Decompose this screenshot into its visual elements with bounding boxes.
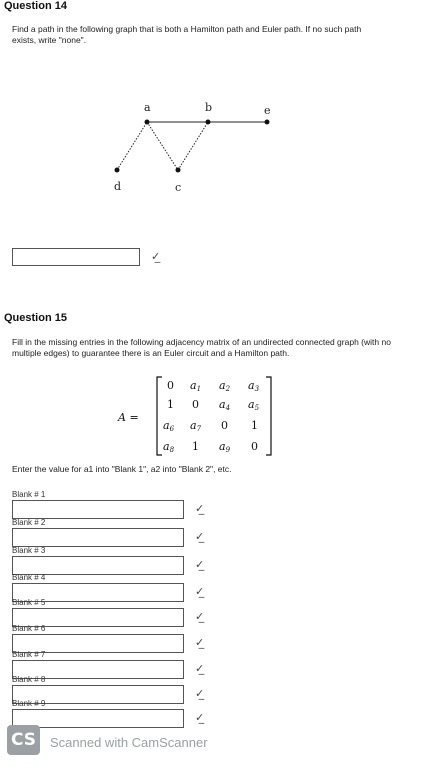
matrix-cell: 1 — [192, 440, 199, 453]
blank-2-input[interactable] — [12, 528, 184, 547]
vertex-c — [176, 168, 181, 173]
graph-labels — [114, 101, 271, 194]
matrix-cell: 0 — [221, 419, 228, 432]
matrix-cell: a4 — [219, 398, 231, 412]
edge-c-b — [178, 122, 208, 170]
vertex-a — [145, 120, 150, 125]
vertex-d — [115, 168, 120, 173]
question-14-title: Question 14 — [4, 0, 67, 12]
question-15-instruction: Enter the value for a1 into "Blank 1", a2 into "Blank 2", etc. — [12, 464, 232, 474]
matrix-cell: a1 — [190, 379, 202, 393]
camscanner-logo-icon: CS — [7, 725, 40, 755]
blank-label-9: Blank # 9 — [12, 699, 46, 708]
spellcheck-icon[interactable]: ✓̲ — [195, 711, 205, 724]
matrix-left-bracket — [157, 377, 162, 455]
blank-label-7: Blank # 7 — [12, 650, 46, 659]
blank-label-1: Blank # 1 — [12, 490, 46, 499]
vertex-label-d: d — [114, 180, 122, 193]
blank-label-5: Blank # 5 — [12, 598, 46, 607]
matrix-cell: 1 — [251, 419, 258, 432]
vertex-e — [265, 120, 270, 125]
edge-d-a — [117, 122, 147, 170]
graph-vertices — [115, 120, 270, 173]
graph-diagram — [0, 95, 432, 195]
spellcheck-icon[interactable]: ✓̲ — [195, 687, 205, 700]
matrix-cell: a2 — [219, 379, 231, 393]
blank-label-6: Blank # 6 — [12, 624, 46, 633]
spellcheck-icon[interactable]: ✓̲ — [195, 662, 205, 675]
matrix-cell: 0 — [192, 398, 199, 411]
spellcheck-icon[interactable]: ✓̲ — [195, 558, 205, 571]
spellcheck-icon[interactable]: ✓̲ — [195, 636, 205, 649]
spellcheck-icon[interactable]: ✓̲ — [195, 502, 205, 515]
matrix-cell: a8 — [163, 440, 175, 454]
blank-label-3: Blank # 3 — [12, 546, 46, 555]
matrix-cell: a7 — [190, 419, 202, 433]
matrix-label: A = — [118, 411, 139, 424]
spellcheck-icon[interactable]: ✓̲ — [195, 610, 205, 623]
spellcheck-icon[interactable]: ✓̲ — [195, 585, 205, 598]
question-15-text: Fill in the missing entries in the following adjacency matrix of an undirected connected graph (with no multiple edges) to guarantee there is an Euler circuit and a Hamilton path. — [12, 337, 391, 358]
edge-a-c — [147, 122, 178, 170]
question-14-text: Find a path in the following graph that is both a Hamilton path and Euler path. If no such path exists, write "none". — [12, 24, 362, 45]
matrix-right-bracket — [266, 377, 271, 455]
matrix-cell: a3 — [248, 379, 260, 393]
graph-edges — [117, 122, 267, 170]
adjacency-matrix — [110, 374, 280, 458]
matrix-cell: a9 — [219, 440, 231, 454]
vertex-label-b: b — [205, 101, 213, 114]
question-15-title: Question 15 — [4, 312, 67, 324]
spellcheck-icon[interactable]: ✓̲ — [195, 530, 205, 543]
blank-label-4: Blank # 4 — [12, 573, 46, 582]
matrix-cell: 0 — [251, 440, 258, 453]
matrix-cell: a6 — [163, 419, 175, 433]
vertex-label-e: e — [264, 104, 271, 117]
spellcheck-icon[interactable]: ✓̲ — [151, 250, 161, 263]
matrix-cell: a5 — [248, 398, 260, 412]
camscanner-watermark-text: Scanned with CamScanner — [50, 735, 208, 750]
question-14-answer-input[interactable] — [12, 248, 140, 266]
matrix-cell: 0 — [167, 379, 174, 392]
blank-label-2: Blank # 2 — [12, 518, 46, 527]
vertex-label-c: c — [175, 181, 182, 194]
vertex-b — [206, 120, 211, 125]
vertex-label-a: a — [144, 101, 151, 114]
matrix-cell: 1 — [167, 398, 174, 411]
blank-1-input[interactable] — [12, 500, 184, 519]
blank-label-8: Blank # 8 — [12, 675, 46, 684]
